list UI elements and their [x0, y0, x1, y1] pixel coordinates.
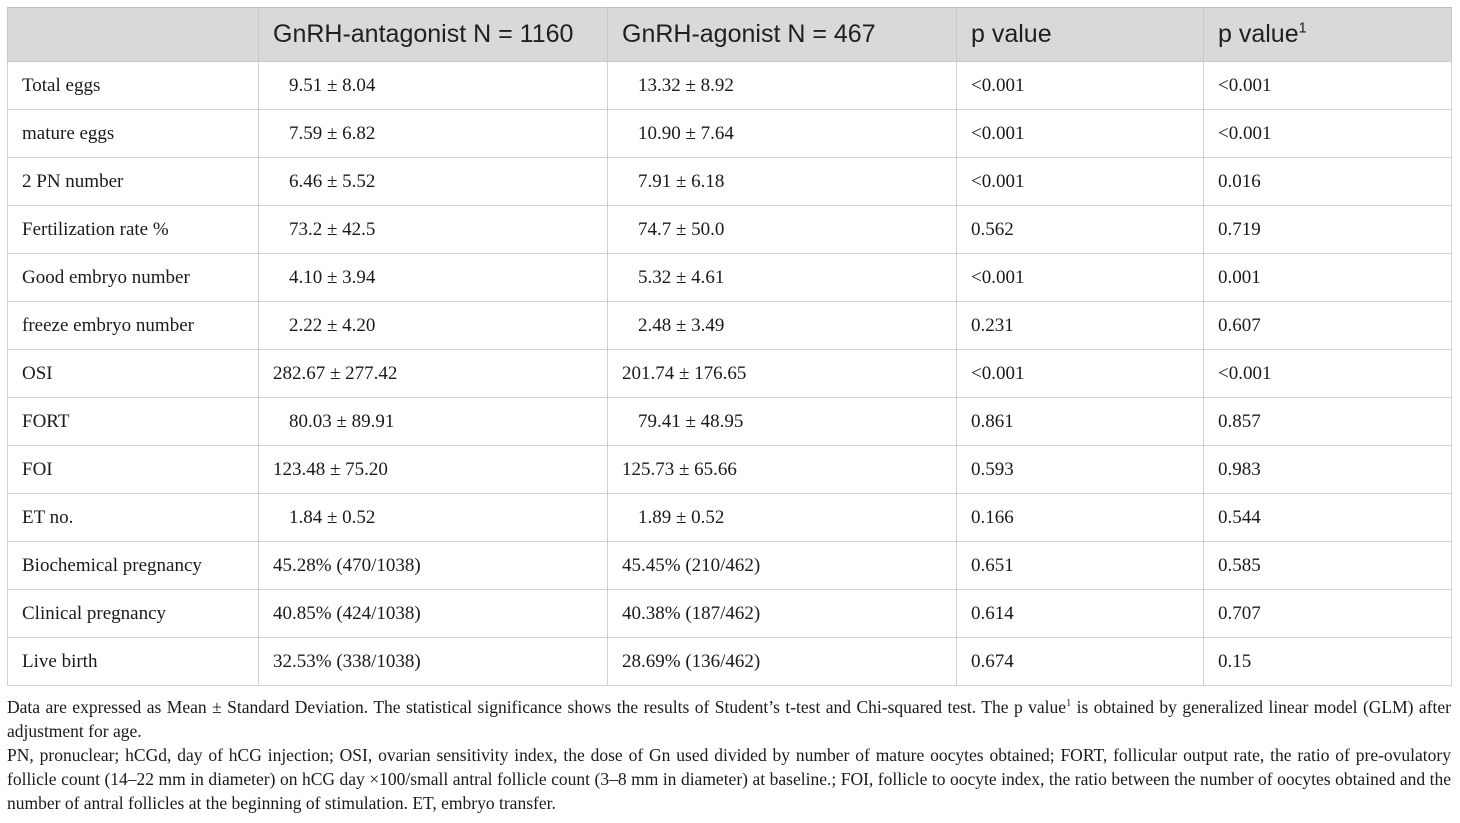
cell-agonist: 74.7 ± 50.0	[608, 206, 957, 254]
cell-p-value: 0.861	[957, 398, 1204, 446]
cell-antagonist: 2.22 ± 4.20	[259, 302, 608, 350]
cell-agonist: 1.89 ± 0.52	[608, 494, 957, 542]
cell-antagonist: 80.03 ± 89.91	[259, 398, 608, 446]
table-header-row	[8, 8, 1452, 62]
table-row	[8, 494, 1452, 542]
cell-p-value-adjusted: 0.001	[1204, 254, 1452, 302]
cell-variable: ET no.	[8, 494, 259, 542]
cell-antagonist: 1.84 ± 0.52	[259, 494, 608, 542]
cell-p-value: <0.001	[957, 110, 1204, 158]
cell-p-value-adjusted: 0.016	[1204, 158, 1452, 206]
cell-variable: OSI	[8, 350, 259, 398]
footnote-1-text-a: Data are expressed as Mean ± Standard Deviation. The statistical significance shows the results of Student’s t-test and Chi-squared test. The p value	[7, 697, 1067, 717]
cell-agonist: 28.69% (136/462)	[608, 638, 957, 686]
cell-variable: 2 PN number	[8, 158, 259, 206]
cell-antagonist: 9.51 ± 8.04	[259, 62, 608, 110]
table-row	[8, 206, 1452, 254]
cell-p-value-adjusted: 0.983	[1204, 446, 1452, 494]
table-row	[8, 398, 1452, 446]
cell-agonist: 2.48 ± 3.49	[608, 302, 957, 350]
cell-p-value: 0.614	[957, 590, 1204, 638]
table-row	[8, 110, 1452, 158]
header-antagonist: GnRH-antagonist N = 1160	[259, 8, 608, 62]
cell-p-value-adjusted: 0.719	[1204, 206, 1452, 254]
cell-antagonist: 40.85% (424/1038)	[259, 590, 608, 638]
header-p-value: p value	[957, 8, 1204, 62]
cell-variable: Clinical pregnancy	[8, 590, 259, 638]
cell-agonist: 79.41 ± 48.95	[608, 398, 957, 446]
cell-p-value: <0.001	[957, 62, 1204, 110]
cell-p-value: 0.674	[957, 638, 1204, 686]
cell-variable: freeze embryo number	[8, 302, 259, 350]
footnote-1-superscript: 1	[1066, 698, 1072, 710]
cell-variable: FORT	[8, 398, 259, 446]
table-row	[8, 638, 1452, 686]
cell-variable: Live birth	[8, 638, 259, 686]
cell-antagonist: 73.2 ± 42.5	[259, 206, 608, 254]
header-p-value-adjusted	[1204, 8, 1452, 62]
cell-p-value-adjusted: <0.001	[1204, 110, 1452, 158]
header-superscript: 1	[1298, 20, 1307, 37]
cell-p-value-adjusted: <0.001	[1204, 62, 1452, 110]
cell-agonist: 125.73 ± 65.66	[608, 446, 957, 494]
cell-p-value: 0.562	[957, 206, 1204, 254]
cell-agonist: 10.90 ± 7.64	[608, 110, 957, 158]
footnote-2: PN, pronuclear; hCGd, day of hCG injection; OSI, ovarian sensitivity index, the dose of Gn used divided by number of mature oocytes obtained; FORT, follicular output rate, the ratio of pre-ovulatory follicle count (14–22 mm in diameter) on hCG day ×100/small antral follicle count (3–8 mm in diameter) at baseline.; FOI, follicle to oocyte index, the ratio between the number of oocytes obtained and the number of antral follicles at the beginning of stimulation. ET, embryo transfer.	[7, 745, 1451, 813]
cell-p-value: <0.001	[957, 350, 1204, 398]
table-footnotes	[7, 695, 1451, 815]
cell-variable: Fertilization rate %	[8, 206, 259, 254]
cell-p-value-adjusted: <0.001	[1204, 350, 1452, 398]
header-agonist: GnRH-agonist N = 467	[608, 8, 957, 62]
results-table-container	[7, 7, 1451, 815]
cell-variable: Total eggs	[8, 62, 259, 110]
cell-antagonist: 4.10 ± 3.94	[259, 254, 608, 302]
table-row	[8, 158, 1452, 206]
table-row	[8, 62, 1452, 110]
cell-variable: Good embryo number	[8, 254, 259, 302]
cell-p-value-adjusted: 0.15	[1204, 638, 1452, 686]
footnote-1-text-b: is obtained by generalized linear model (GLM) after adjustment for age.	[7, 697, 1451, 741]
cell-variable: mature eggs	[8, 110, 259, 158]
table-row	[8, 542, 1452, 590]
table-row	[8, 302, 1452, 350]
cell-p-value: 0.593	[957, 446, 1204, 494]
cell-p-value-adjusted: 0.707	[1204, 590, 1452, 638]
cell-p-value: 0.166	[957, 494, 1204, 542]
cell-p-value-adjusted: 0.857	[1204, 398, 1452, 446]
cell-agonist: 5.32 ± 4.61	[608, 254, 957, 302]
cell-agonist: 13.32 ± 8.92	[608, 62, 957, 110]
cell-agonist: 201.74 ± 176.65	[608, 350, 957, 398]
table-row	[8, 446, 1452, 494]
table-row	[8, 590, 1452, 638]
cell-p-value: <0.001	[957, 254, 1204, 302]
cell-antagonist: 282.67 ± 277.42	[259, 350, 608, 398]
cell-agonist: 7.91 ± 6.18	[608, 158, 957, 206]
cell-agonist: 45.45% (210/462)	[608, 542, 957, 590]
cell-p-value: <0.001	[957, 158, 1204, 206]
cell-antagonist: 45.28% (470/1038)	[259, 542, 608, 590]
cell-p-value-adjusted: 0.607	[1204, 302, 1452, 350]
cell-p-value-adjusted: 0.585	[1204, 542, 1452, 590]
table-row	[8, 254, 1452, 302]
cell-variable: Biochemical pregnancy	[8, 542, 259, 590]
cell-agonist: 40.38% (187/462)	[608, 590, 957, 638]
cell-p-value: 0.231	[957, 302, 1204, 350]
table-body	[8, 62, 1452, 686]
cell-antagonist: 123.48 ± 75.20	[259, 446, 608, 494]
header-p-value-adjusted-label: p value	[1218, 20, 1299, 48]
cell-antagonist: 32.53% (338/1038)	[259, 638, 608, 686]
cell-p-value: 0.651	[957, 542, 1204, 590]
table-row	[8, 350, 1452, 398]
header-variable	[8, 8, 259, 62]
footnote-1	[7, 695, 1451, 743]
cell-antagonist: 6.46 ± 5.52	[259, 158, 608, 206]
cell-p-value-adjusted: 0.544	[1204, 494, 1452, 542]
cell-antagonist: 7.59 ± 6.82	[259, 110, 608, 158]
cell-variable: FOI	[8, 446, 259, 494]
results-table	[7, 7, 1452, 686]
